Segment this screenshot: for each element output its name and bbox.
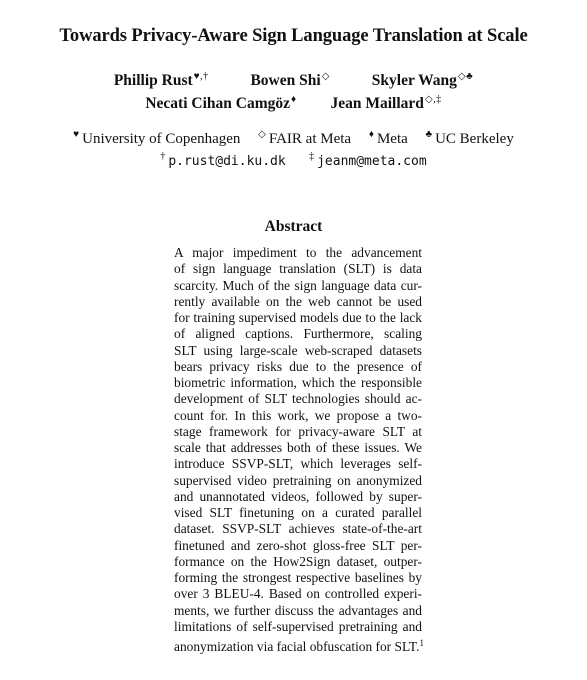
abstract-line: SLT using large-scale web-scraped datasets — [174, 342, 422, 358]
author-name: Bowen Shi — [250, 72, 321, 89]
abstract-line-last — [174, 635, 424, 654]
abstract-line: A major impediment to the advancement — [174, 245, 422, 260]
abstract-line: biometric information, which the responsible — [174, 375, 422, 390]
authors-line-2 — [0, 94, 587, 113]
affiliation-symbol: ♣ — [425, 129, 433, 140]
abstract-line: vised SLT finetuning on a curated parallel — [174, 505, 422, 520]
abstract-line: dataset. SSVP-SLT achieves state-of-the-art — [174, 521, 422, 537]
author-name: Phillip Rust — [113, 72, 193, 89]
affiliation-name: Meta — [376, 131, 408, 147]
contact-emails — [0, 151, 587, 169]
author-necati-cihan-camgoz — [145, 94, 296, 113]
author-affiliation-marks: ♦ — [291, 94, 297, 105]
affiliation-name: FAIR at Meta — [268, 131, 352, 147]
author-phillip-rust — [114, 71, 209, 90]
author-jean-maillard — [331, 94, 442, 113]
email-rust — [160, 151, 285, 169]
abstract-line: introduce SSVP-SLT, which leverages self- — [174, 456, 422, 472]
email-maillard — [309, 151, 427, 169]
affiliation-symbol: ♦ — [368, 129, 374, 140]
affiliation-fair-meta — [258, 129, 351, 148]
abstract-line: development of SLT technologies should ac- — [174, 391, 422, 407]
abstract-line: scale that addresses both of these issues. We — [174, 440, 422, 455]
author-name: Necati Cihan Camgöz — [145, 95, 291, 112]
author-name: Skyler Wang — [371, 72, 457, 89]
affiliation-copenhagen — [73, 129, 240, 148]
abstract-line: and unannotated videos, followed by super- — [174, 488, 422, 504]
abstract-line: forming the strongest respective baselines by — [174, 570, 422, 585]
abstract-line: bears privacy risks due to the presence of — [174, 358, 422, 374]
abstract-line: ments, we further discuss the advantages and — [174, 602, 422, 618]
abstract-line: supervised video pretraining on anonymized — [174, 472, 422, 488]
affiliation-symbol: ◇ — [258, 129, 266, 140]
affiliation-name: UC Berkeley — [435, 131, 514, 147]
abstract-line: count for. In this work, we propose a two- — [174, 407, 422, 423]
email-address[interactable]: jeanm@meta.com — [317, 154, 427, 169]
affiliation-name: University of Copenhagen — [82, 131, 241, 147]
author-affiliation-marks: ◇,‡ — [424, 94, 442, 105]
affiliation-uc-berkeley — [426, 129, 514, 148]
paper-title: Towards Privacy-Aware Sign Language Translation at Scale — [59, 26, 528, 46]
abstract-line: scarcity. Much of the sign language data cur- — [174, 277, 422, 293]
author-affiliation-marks: ◇♣ — [457, 71, 474, 82]
author-affiliation-marks: ♥,† — [193, 71, 209, 82]
abstract-body — [174, 245, 424, 654]
authors-line-1 — [0, 71, 587, 90]
footnote-marker[interactable]: 1 — [419, 638, 424, 648]
abstract-line: over 3 BLEU-4. Based on controlled experi- — [174, 586, 422, 602]
affiliations — [0, 129, 587, 148]
abstract-line: for training supervised models due to the lack — [174, 310, 422, 325]
abstract-line: of aligned captions. Furthermore, scaling — [174, 326, 422, 342]
author-affiliation-marks: ◇ — [321, 71, 330, 82]
email-symbol: ‡ — [309, 151, 315, 162]
author-bowen-shi — [250, 71, 329, 90]
abstract-line: finetuned and zero-shot gloss-free SLT per- — [174, 537, 422, 553]
abstract-line: stage framework for privacy-aware SLT at — [174, 423, 422, 439]
abstract-line: rently available on the web cannot be used — [174, 293, 422, 309]
abstract-line: formance on the How2Sign dataset, outper- — [174, 553, 422, 569]
author-skyler-wang — [372, 71, 473, 90]
author-name: Jean Maillard — [330, 95, 424, 112]
abstract-line-text: anonymization via facial obfuscation for SLT. — [174, 639, 420, 654]
email-symbol: † — [160, 151, 166, 162]
email-address[interactable]: p.rust@di.ku.dk — [168, 154, 286, 169]
abstract-line: of sign language translation (SLT) is data — [174, 261, 422, 277]
abstract-line: limitations of self-supervised pretraining and — [174, 618, 422, 634]
abstract-heading: Abstract — [264, 218, 323, 235]
affiliation-meta — [369, 129, 408, 148]
affiliation-symbol: ♥ — [73, 129, 80, 140]
